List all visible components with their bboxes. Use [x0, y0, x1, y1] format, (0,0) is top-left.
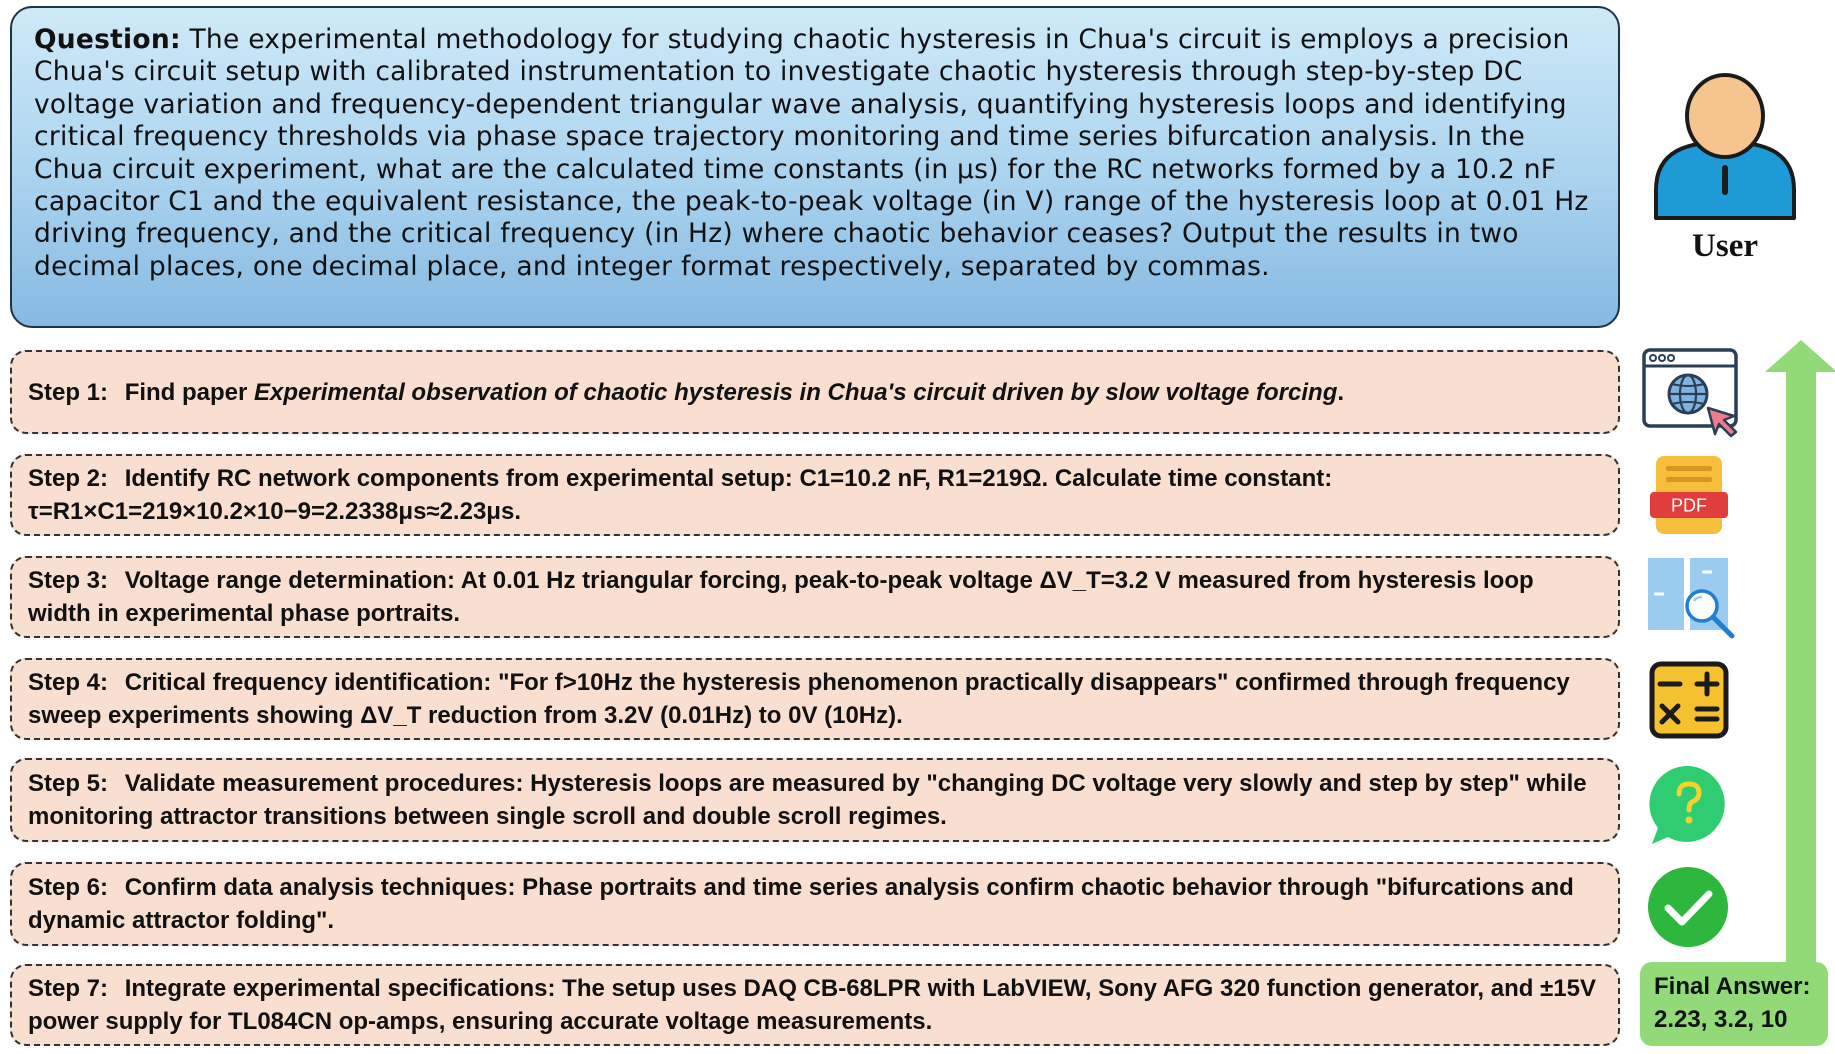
pdf-icon: [1644, 452, 1734, 538]
step-text: Find paper: [124, 378, 255, 406]
calculator-icon: [1648, 660, 1730, 740]
step-label: Step 6:: [28, 874, 109, 901]
progress-arrow: [1765, 340, 1835, 962]
final-answer-label: Final Answer:: [1654, 973, 1811, 1000]
step-label: Step 5:: [28, 770, 109, 797]
step-label: Step 4:: [28, 669, 109, 696]
question-label: Question:: [34, 24, 181, 55]
step-4: [10, 658, 1620, 740]
step-label: Step 2:: [28, 465, 109, 492]
step-label: Step 3:: [28, 567, 109, 594]
step-2: [10, 454, 1620, 536]
question-bubble-icon: [1646, 762, 1732, 848]
step-suffix: .: [1337, 378, 1345, 406]
final-answer-value: 2.23, 3.2, 10: [1654, 1006, 1788, 1033]
question-box: [10, 6, 1620, 328]
step-text: Identify RC network components from experimental setup: C1=10.2 nF, R1=219Ω. Calculate time constant: τ=R1×C1=219×10.2×10−9=2.2338μs≈2.23μs.: [28, 465, 1333, 525]
question-text: The experimental methodology for studying chaotic hysteresis in Chua's circuit is employs a precision Chua's circuit setup with calibrated instrumentation to investigate chaotic hysteresis through step-by-step DC voltage variation and frequency-dependent triangular wave analysis, quantifying hysteresis loops and identifying critical frequency thresholds via phase space trajectory monitoring and time series bifurcation analysis. In the Chua circuit experiment, what are the calculated time constants (in μs) for the RC networks formed by a 10.2 nF capacitor C1 and the equivalent resistance, the peak-to-peak voltage (in V) range of the hysteresis loop at 0.01 Hz driving frequency, and the critical frequency (in Hz) where chaotic behavior ceases? Output the results in two decimal places, one decimal place, and integer format respectively, separated by commas.: [34, 24, 1589, 282]
pdf-label: PDF: [1671, 495, 1707, 516]
step-label: Step 7:: [28, 975, 109, 1002]
step-6: [10, 862, 1620, 946]
step-1: [10, 350, 1620, 434]
step-text: Integrate experimental specifications: The setup uses DAQ CB-68LPR with LabVIEW, Sony AFG 320 function generator, and ±15V power supply for TL084CN op-amps, ensuring accurate voltage measurements.: [28, 975, 1596, 1035]
final-answer-box: [1640, 962, 1828, 1046]
step-text: Confirm data analysis techniques: Phase portraits and time series analysis confirm chaotic behavior through "bifurcations and dynamic attractor folding".: [28, 874, 1574, 934]
paper-title: Experimental observation of chaotic hysteresis in Chua's circuit driven by slow voltage forcing: [254, 378, 1338, 406]
step-text: Voltage range determination: At 0.01 Hz triangular forcing, peak-to-peak voltage ΔV_T=3.2 V measured from hysteresis loop width in experimental phase portraits.: [28, 567, 1534, 627]
check-circle-icon: [1645, 864, 1731, 950]
step-text: Critical frequency identification: "For f>10Hz the hysteresis phenomenon practically disappears" confirmed through frequency sweep experiments showing ΔV_T reduction from 3.2V (0.01Hz) to 0V (10Hz).: [28, 669, 1570, 729]
web-search-icon: [1640, 346, 1744, 438]
user-label: User: [1692, 228, 1758, 264]
step-3: [10, 556, 1620, 638]
step-7: [10, 964, 1620, 1046]
user-icon: [1650, 72, 1800, 222]
document-magnifier-icon: [1644, 554, 1740, 644]
step-5: [10, 758, 1620, 842]
step-text: Validate measurement procedures: Hysteresis loops are measured by "changing DC voltage very slowly and step by step" while monitoring attractor transitions between single scroll and double scroll regimes.: [28, 770, 1587, 830]
step-label: Step 1:: [28, 378, 109, 406]
